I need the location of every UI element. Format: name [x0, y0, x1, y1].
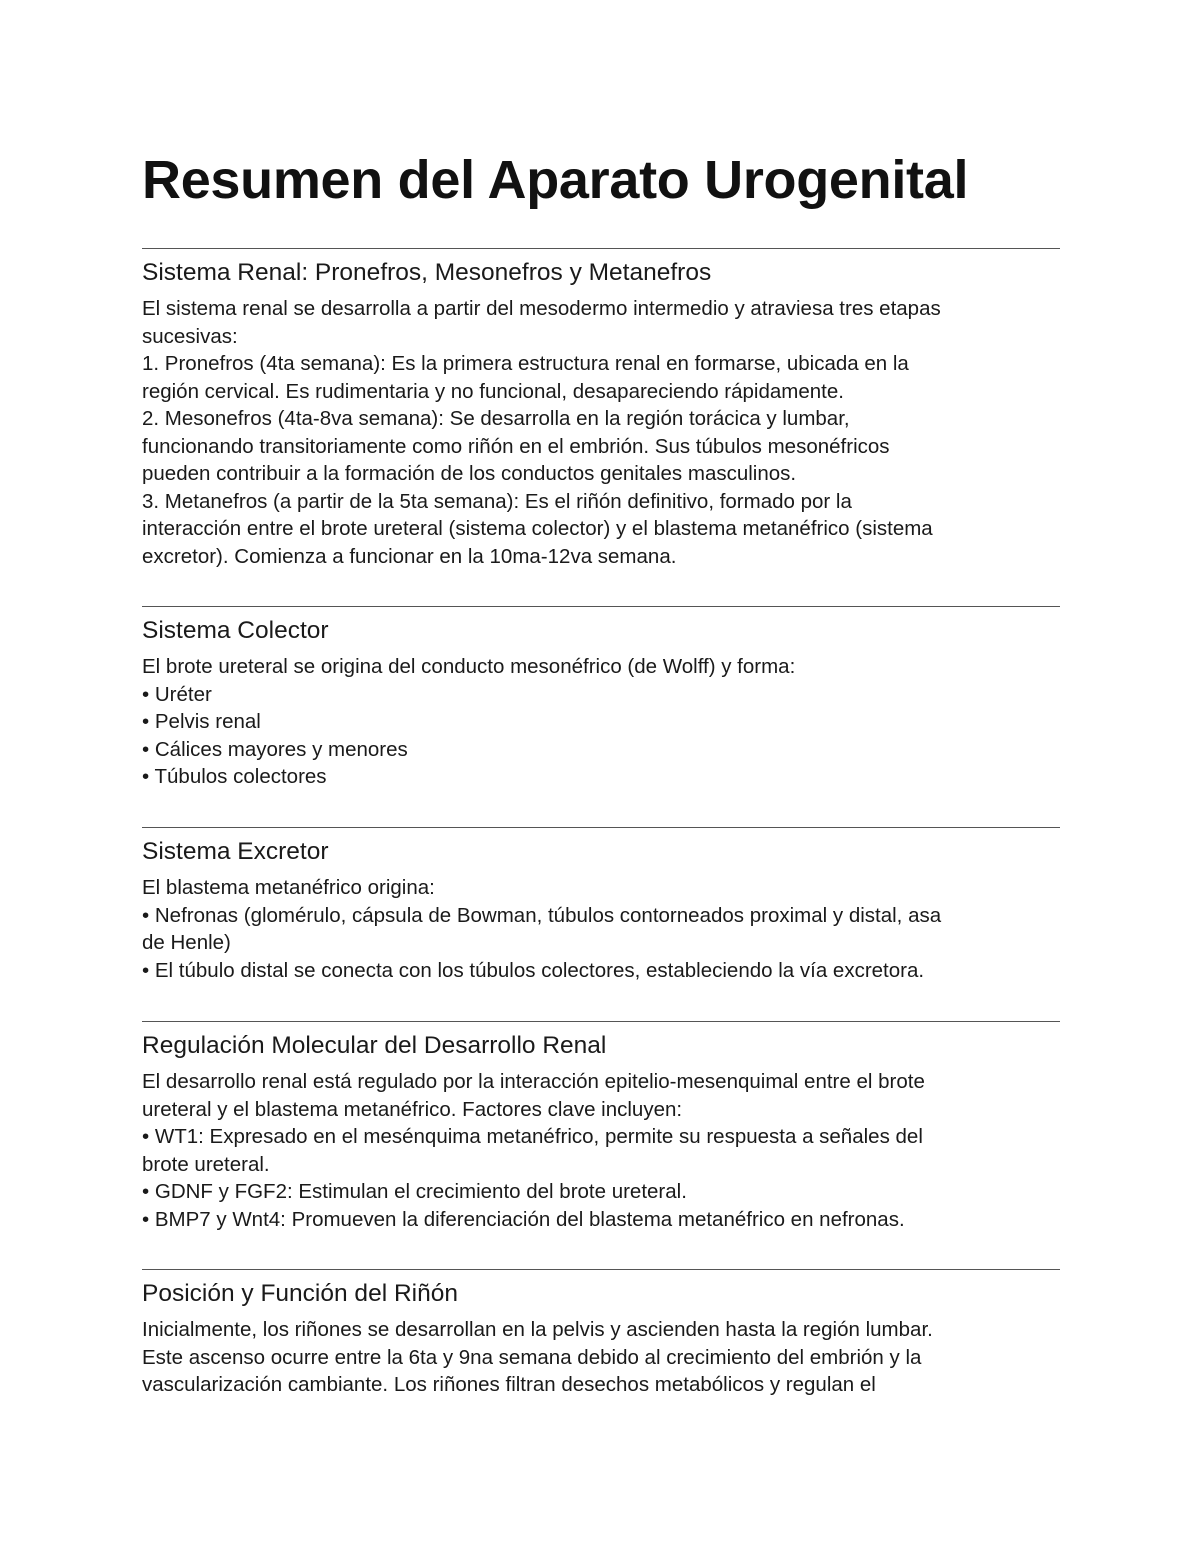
text-line: Este ascenso ocurre entre la 6ta y 9na semana debido al crecimiento del embrión y la [142, 1345, 922, 1369]
section-divider [142, 606, 1060, 607]
text-line: ureteral y el blastema metanéfrico. Factores clave incluyen: [142, 1097, 683, 1121]
section-heading: Sistema Excretor [142, 838, 329, 865]
text-line: sucesivas: [142, 324, 238, 348]
section-posicion-funcion-rinon [142, 1269, 1060, 1399]
text-line: Inicialmente, los riñones se desarrollan en la pelvis y ascienden hasta la región lumbar. [142, 1318, 933, 1341]
section-divider [142, 1269, 1060, 1270]
text-line: interacción entre el brote ureteral (sistema colector) y el blastema metanéfrico (sistema [142, 517, 933, 540]
section-heading: Posición y Función del Riñón [142, 1280, 458, 1307]
list-item: • Cálices mayores y menores [142, 737, 408, 761]
text-line: funcionando transitoriamente como riñón en el embrión. Sus túbulos mesonéfricos [142, 434, 890, 458]
section-sistema-excretor [142, 827, 1060, 984]
text-line: vascularización cambiante. Los riñones filtran desechos metabólicos y regulan el [142, 1373, 876, 1396]
list-item: • Túbulos colectores [142, 765, 327, 788]
section-divider [142, 248, 1060, 249]
section-sistema-renal [142, 248, 1060, 570]
text-line: excretor). Comienza a funcionar en la 10ma-12va semana. [142, 544, 677, 568]
section-divider [142, 1021, 1060, 1022]
text-line: El brote ureteral se origina del conducto mesonéfrico (de Wolff) y forma: [142, 655, 796, 678]
text-line: 3. Metanefros (a partir de la 5ta semana): Es el riñón definitivo, formado por la [142, 489, 852, 513]
section-regulacion-molecular [142, 1021, 1060, 1233]
list-item: • WT1: Expresado en el mesénquima metanéfrico, permite su respuesta a señales del [142, 1125, 923, 1148]
section-heading: Sistema Renal: Pronefros, Mesonefros y Metanefros [142, 259, 712, 286]
section-divider [142, 827, 1060, 828]
text-line: El desarrollo renal está regulado por la interacción epitelio-mesenquimal entre el brote [142, 1070, 925, 1093]
document-title: Resumen del Aparato Urogenital [142, 150, 969, 210]
list-item: • Pelvis renal [142, 710, 261, 733]
list-item: • GDNF y FGF2: Estimulan el crecimiento del brote ureteral. [142, 1180, 687, 1203]
section-heading: Regulación Molecular del Desarrollo Renal [142, 1032, 607, 1059]
list-item: • Nefronas (glomérulo, cápsula de Bowman, túbulos contorneados proximal y distal, asa [142, 903, 942, 927]
list-item: • Uréter [142, 682, 212, 706]
section-heading: Sistema Colector [142, 617, 329, 644]
list-item: • El túbulo distal se conecta con los túbulos colectores, estableciendo la vía excretora. [142, 958, 925, 982]
text-line: El sistema renal se desarrolla a partir del mesodermo intermedio y atraviesa tres etapas [142, 297, 941, 320]
section-sistema-colector [142, 606, 1060, 791]
text-line: de Henle) [142, 931, 231, 954]
text-line: 2. Mesonefros (4ta-8va semana): Se desarrolla en la región torácica y lumbar, [142, 407, 850, 430]
text-line: pueden contribuir a la formación de los conductos genitales masculinos. [142, 462, 797, 485]
list-item: • BMP7 y Wnt4: Promueven la diferenciación del blastema metanéfrico en nefronas. [142, 1207, 905, 1231]
text-line: El blastema metanéfrico origina: [142, 876, 435, 899]
text-line: región cervical. Es rudimentaria y no funcional, desapareciendo rápidamente. [142, 379, 844, 403]
text-line: 1. Pronefros (4ta semana): Es la primera estructura renal en formarse, ubicada en la [142, 352, 909, 375]
text-line: brote ureteral. [142, 1152, 270, 1176]
